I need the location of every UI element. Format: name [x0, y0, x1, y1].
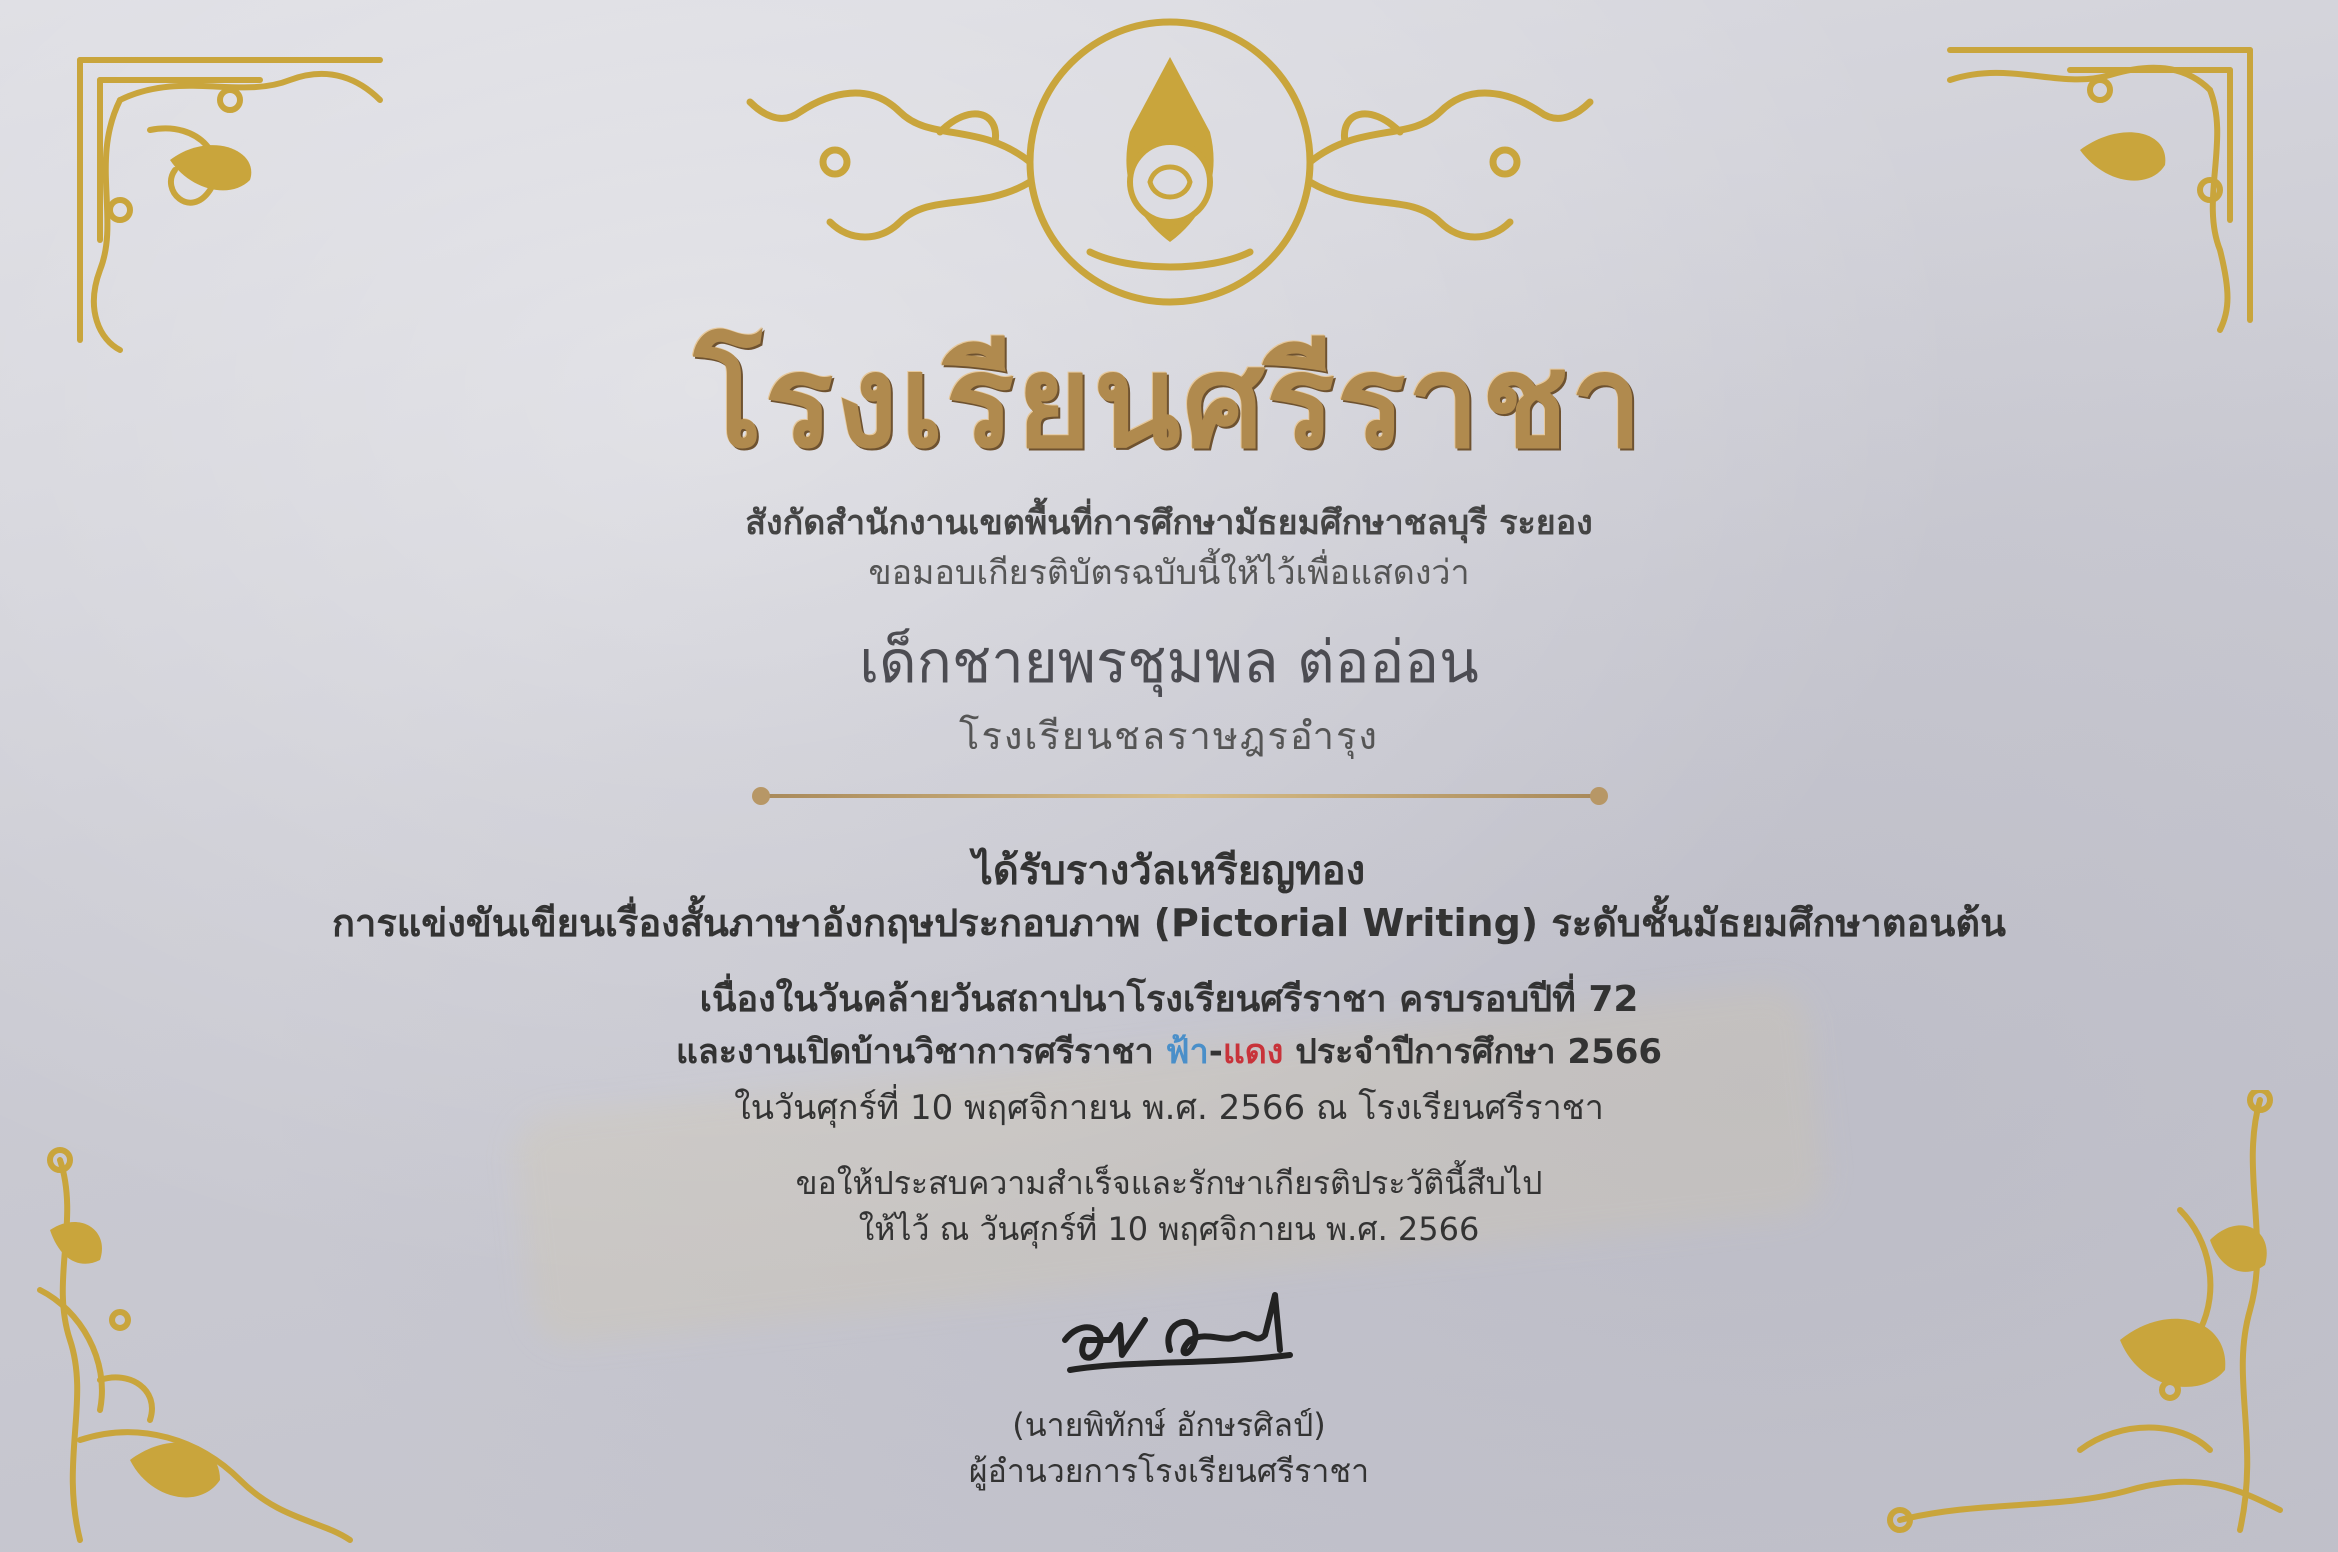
recipient-school: โรงเรียนชลราษฎรอำรุง [959, 714, 1379, 758]
signer-name: (นายพิทักษ์ อักษรศิลป์) [1012, 1406, 1326, 1444]
wish-text: ขอให้ประสบความสำเร็จและรักษาเกียรติประวัตินี้สืบไป [795, 1164, 1543, 1202]
school-name-title: โรงเรียนศรีราชา [693, 328, 1645, 477]
occasion-text: เนื่องในวันคล้ายวันสถาปนาโรงเรียนศรีราชา ครบรอบปีที่ 72 [699, 979, 1639, 1020]
event-suffix: ประจำปีการศึกษา 2566 [1295, 1032, 1663, 1072]
event-color-red: แดง [1222, 1032, 1284, 1072]
divider-line [760, 794, 1600, 798]
event-text [0, 1024, 2338, 1078]
corner-flourish-top-right-icon [1930, 20, 2270, 340]
given-date-text: ให้ไว้ ณ วันศุกร์ที่ 10 พฤศจิกายน พ.ศ. 2566 [858, 1210, 1480, 1248]
divider-dot-left [752, 787, 770, 805]
event-color-blue: ฟ้า [1165, 1032, 1209, 1072]
affiliation-text: สังกัดสำนักงานเขตพื้นที่การศึกษามัธยมศึกษาชลบุรี ระยอง [745, 503, 1593, 543]
signature-icon [1050, 1280, 1310, 1394]
event-prefix: และงานเปิดบ้านวิชาการศรีราชา [675, 1032, 1154, 1072]
event-dash: - [1208, 1032, 1223, 1072]
award-text: ได้รับรางวัลเหรียญทอง [972, 848, 1366, 894]
school-emblem-icon [740, 12, 1600, 332]
competition-text: การแข่งขันเขียนเรื่องสั้นภาษาอังกฤษประกอบภาพ (Pictorial Writing) ระดับชั้นมัธยมศึกษาตอนต้น [331, 901, 2006, 945]
recipient-name: เด็กชายพรชุมพล ต่ออ่อน [859, 628, 1479, 696]
signer-title: ผู้อำนวยการโรงเรียนศรีราชา [968, 1452, 1370, 1490]
divider-dot-right [1590, 787, 1608, 805]
intro-text: ขอมอบเกียรติบัตรฉบับนี้ให้ไว้เพื่อแสดงว่า [868, 553, 1470, 593]
date-place-text: ในวันศุกร์ที่ 10 พฤศจิกายน พ.ศ. 2566 ณ โรงเรียนศรีราชา [734, 1088, 1604, 1128]
